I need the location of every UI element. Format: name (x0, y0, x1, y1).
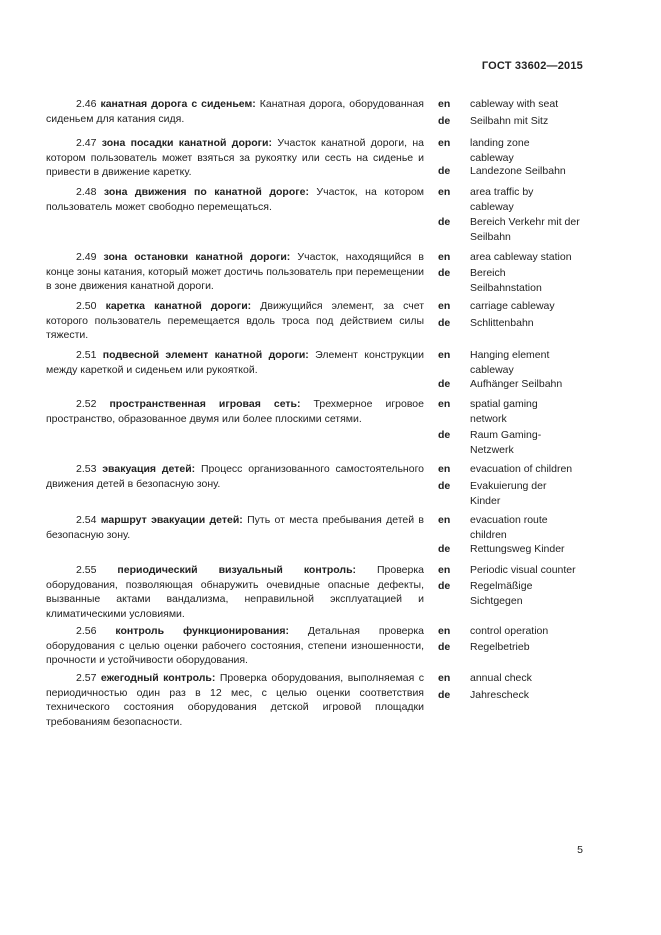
term-name: зона движения по канатной дороге: (103, 186, 309, 198)
definition: 2.56 контроль функционирования: Детальная проверка оборудования с целью оценки рабочего состояния, степени изношенности, прочности и устойчивости оборудования. (46, 625, 424, 666)
lang-en: en (438, 349, 451, 361)
term-name: периодический визуальный контроль: (117, 564, 357, 576)
term-name: канатная дорога с сиденьем: (100, 98, 256, 110)
definition-text: Канатная дорога, оборудованная сиденьем для катания сидя. (46, 98, 424, 125)
page-number: 5 (577, 844, 583, 856)
definition: 2.52 пространственная игровая сеть: Трехмерное игровое пространство, образованное двумя или более плоскими сетями. (46, 398, 424, 425)
term-name: зона остановки канатной дороги: (103, 251, 291, 263)
term-de: Evakuierung der Kinder (470, 480, 547, 507)
definition-text: Участок канатной дороги, на котором пользователь может взяться за рукоятку или сесть на сиденье и привести в движение каретку. (46, 137, 425, 178)
definition-text: Движущийся элемент, за счет которого пользователь перемещается вдоль троса под действием силы тяжести. (46, 300, 425, 341)
lang-en: en (438, 137, 451, 149)
lang-de: de (438, 115, 451, 127)
definition-text: Процесс организованного самостоятельного движения детей в безопасную зону. (46, 463, 425, 490)
term-de: Schlittenbahn (470, 317, 534, 329)
definition: 2.50 каретка канатной дороги: Движущийся элемент, за счет которого пользователь перемещается вдоль троса под действием силы тяжести. (46, 300, 425, 341)
definition: 2.57 ежегодный контроль: Проверка оборудования, выполняемая с периодичностью один раз в 12 мес, с целью оценки соответствия технического состояния оборудования детской игровой площадки требованиям безопасности. (46, 672, 425, 728)
lang-en: en (438, 672, 451, 684)
term-en: evacuation of children (470, 463, 573, 475)
term-name: каретка канатной дороги: (105, 300, 252, 312)
term-de: Aufhänger Seilbahn (470, 378, 563, 390)
term-de: Regelbetrieb (470, 641, 530, 653)
term-de: Jahrescheck (470, 689, 529, 701)
definition: 2.48 зона движения по канатной дороге: Участок, на котором пользователь может свободно перемещаться. (46, 186, 425, 213)
term-en: cableway with seat (470, 98, 559, 110)
term-name: ежегодный контроль: (100, 672, 216, 684)
definition: 2.51 подвесной элемент канатной дороги: Элемент конструкции между кареткой и сиденьем или рукояткой. (46, 349, 425, 376)
lang-de: de (438, 317, 451, 329)
term-en: Periodic visual counter (470, 564, 576, 576)
term-en: control operation (470, 625, 549, 637)
lang-en: en (438, 625, 451, 637)
lang-de: de (438, 165, 451, 177)
definition-text: Участок, находящийся в конце зоны катания, который может достичь пользователь при перемещении в зоне движения канатной дороги. (46, 251, 424, 292)
term-en: carriage cableway (470, 300, 555, 312)
term-de: Raum Gaming-Netzwerk (470, 429, 542, 456)
definition-text: Трехмерное игровое пространство, образованное двумя или более плоскими сетями. (46, 398, 424, 425)
lang-de: de (438, 480, 451, 492)
lang-de: de (438, 267, 451, 279)
definition: 2.53 эвакуация детей: Процесс организованного самостоятельного движения детей в безопасную зону. (46, 463, 425, 490)
definition-text: Проверка оборудования, выполняемая с периодичностью один раз в 12 мес, с целью оценки соответствия технического состояния оборудования детской игровой площадки требованиям безопасности. (46, 672, 425, 728)
term-name: подвесной элемент канатной дороги: (102, 349, 309, 361)
term-en: Hanging element cableway (470, 349, 550, 376)
term-de: Regelmäßige Sichtgegen (470, 580, 533, 607)
lang-en: en (438, 300, 451, 312)
lang-de: de (438, 543, 451, 555)
definition: 2.55 периодический визуальный контроль: Проверка оборудования, позволяющая обнаружить очевидные опасные дефекты, вызванные актами вандализма, неправильной эксплуатацией и климатическими условиями. (46, 564, 425, 620)
definition: 2.46 канатная дорога с сиденьем: Канатная дорога, оборудованная сиденьем для катания сидя. (46, 98, 424, 125)
lang-en: en (438, 251, 451, 263)
definition: 2.49 зона остановки канатной дороги: Участок, находящийся в конце зоны катания, который может достичь пользователь при перемещении в зоне движения канатной дороги. (46, 251, 424, 292)
standard-designation: ГОСТ 33602—2015 (481, 60, 583, 72)
lang-en: en (438, 98, 451, 110)
term-en: annual check (470, 672, 532, 684)
definition-text: Участок, на котором пользователь может свободно перемещаться. (46, 186, 425, 213)
term-de: Seilbahn mit Sitz (470, 115, 549, 127)
lang-de: de (438, 216, 451, 228)
lang-en: en (438, 186, 451, 198)
definition-text: Элемент конструкции между кареткой и сиденьем или рукояткой. (46, 349, 425, 376)
lang-de: de (438, 429, 451, 441)
definition: 2.54 маршрут эвакуации детей: Путь от места пребывания детей в безопасную зону. (46, 514, 425, 541)
term-name: пространственная игровая сеть: (109, 398, 301, 410)
lang-en: en (438, 463, 451, 475)
lang-de: de (438, 378, 451, 390)
lang-de: de (438, 641, 451, 653)
lang-de: de (438, 689, 451, 701)
term-name: маршрут эвакуации детей: (100, 514, 243, 526)
lang-en: en (438, 564, 451, 576)
lang-de: de (438, 580, 451, 592)
term-en: area traffic by cableway (470, 186, 534, 213)
term-de: Landezone Seilbahn (470, 165, 566, 177)
definition-text: Проверка оборудования, позволяющая обнаружить очевидные опасные дефекты, вызванные актами вандализма, неправильной эксплуатацией и климатическими условиями. (46, 564, 425, 620)
term-en: evacuation route children (470, 514, 548, 541)
lang-en: en (438, 398, 451, 410)
term-de: Bereich Seilbahnstation (470, 267, 542, 294)
term-name: контроль функционирования: (115, 625, 289, 637)
lang-en: en (438, 514, 451, 526)
term-name: зона посадки канатной дороги: (101, 137, 273, 149)
term-en: landing zone cableway (470, 137, 530, 164)
term-en: area cableway station (470, 251, 572, 263)
definition-text: Путь от места пребывания детей в безопасную зону. (46, 514, 425, 541)
definition: 2.47 зона посадки канатной дороги: Участок канатной дороги, на котором пользователь может взяться за рукоятку или сесть на сиденье и привести в движение каретку. (46, 137, 425, 178)
definition-text: Детальная проверка оборудования с целью оценки рабочего состояния, степени изношенности, прочности и устойчивости оборудования. (46, 625, 424, 666)
term-de: Rettungsweg Kinder (470, 543, 565, 555)
term-de: Bereich Verkehr mit der Seilbahn (470, 216, 580, 243)
term-en: spatial gaming network (470, 398, 538, 425)
term-name: эвакуация детей: (102, 463, 196, 475)
